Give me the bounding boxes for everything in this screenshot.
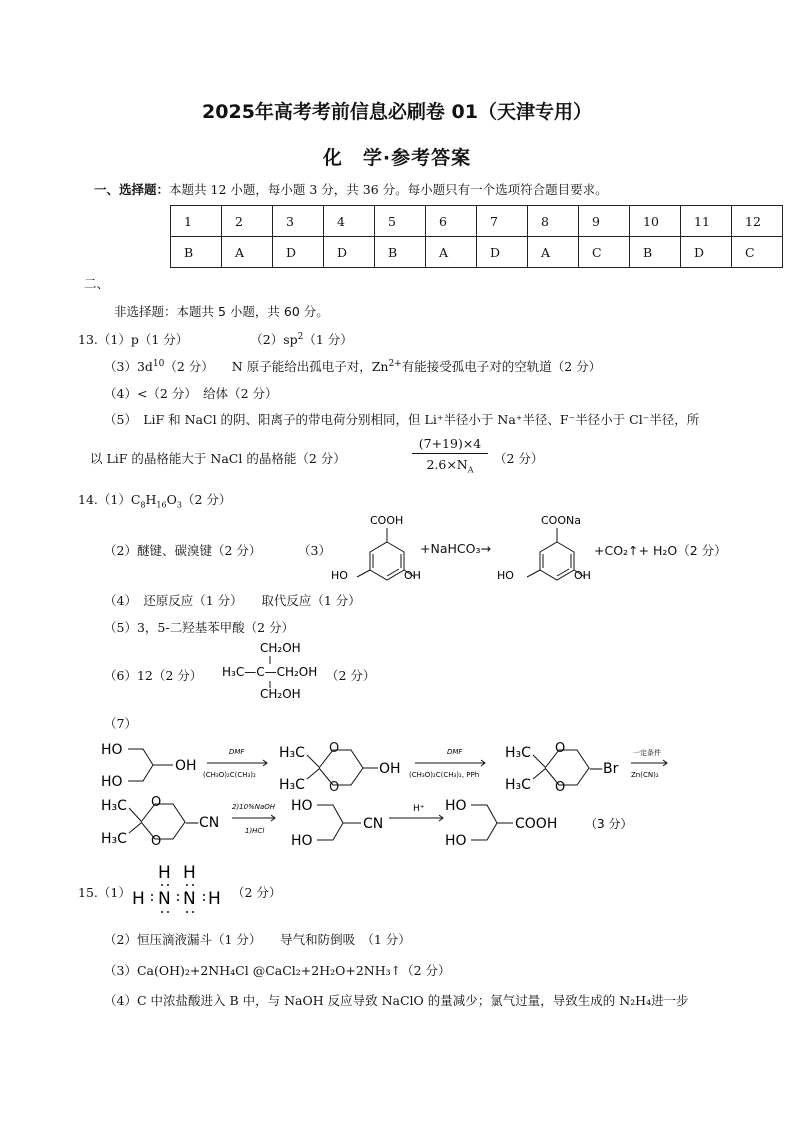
q14-line6: （6）12（2 分） [104,668,203,683]
fraction-numerator: (7+19)×4 [412,436,488,454]
condition-3-bottom: Zn(CN)₂ [631,771,659,779]
ring-oxygen: O [329,741,340,756]
answer-letter: C [732,237,783,268]
glycerol-ho-bottom: HO [101,774,123,790]
ch2oh-top: CH₂OH [260,641,301,655]
methyl-label: H₃C [505,777,531,793]
answer-letter: B [375,237,426,268]
carboxyl-group: COOH [515,816,558,832]
ring-oxygen: O [151,795,162,810]
h-atom: H [208,889,221,909]
sodium-benzoate-structure [495,512,605,587]
methyl-label: H₃C [279,745,305,761]
answer-number: 1 [171,206,222,237]
n-atom: N [158,889,171,909]
answer-letter: A [222,237,273,268]
answer-letter: B [630,237,681,268]
q15-line2: （2）恒压滴液漏斗（1 分） 导气和防倒吸 （1 分） [104,932,411,947]
condition-1-bottom: (CH₃O)₂C(CH₃)₂ [203,771,256,779]
answer-table [170,205,783,268]
page-title: 2025年高考考前信息必刷卷 01（天津专用） [202,101,592,123]
bromo-group: —Br [589,761,619,777]
ho-label: HO [497,569,514,582]
section1-header [94,180,608,198]
answer-table-answer-row [171,237,783,268]
methyl-label: H₃C [101,798,127,814]
page-subtitle: 化 学·参考答案 [322,147,472,169]
answer-number: 9 [579,206,630,237]
condition-2-bottom: (CH₃O)₂C(CH₃)₂, PPh [409,771,480,779]
answer-number: 3 [273,206,324,237]
answer-number: 5 [375,206,426,237]
oh-label: OH [574,569,591,582]
q13-fraction-score: （2 分） [494,451,544,466]
synthesis-route [95,735,735,855]
section1-text: 本题共 12 小题，每小题 3 分，共 36 分。每小题只有一个选项符合题目要求。 [169,182,608,197]
ring-oxygen: O [555,741,566,756]
condition-1-top: DMF [229,748,245,756]
acid-ho-bottom: HO [445,833,467,849]
condition-4-bottom: 1)HCl [245,827,265,835]
q14-number: 14. [78,492,98,507]
q15-line3: （3）Ca(OH)₂+2NH₄Cl @CaCl₂+2H₂O+2NH₃↑（2 分） [104,963,451,978]
ring-oxygen: O [151,834,162,849]
answer-letter: D [477,237,528,268]
q14-line7: （7） [104,716,137,731]
answer-letter: C [579,237,630,268]
q14-part3-label: （3） [298,543,331,558]
q15-number: 15. [78,885,98,900]
benzoic-acid-structure [325,512,425,587]
section2-text: 非选择题：本题共 5 小题，共 60 分。 [114,304,329,319]
q15-line1-score: （2 分） [232,885,282,900]
glycerol-ho-top: HO [101,742,123,758]
answer-number: 11 [681,206,732,237]
answer-number: 2 [222,206,273,237]
diol-ho-top: HO [291,798,313,814]
ring-oxygen: O [555,780,566,795]
section2-label: 二、 [84,276,110,291]
condition-2-top: DMF [447,748,463,756]
h-atom: H [158,863,171,883]
acid-ho-top: HO [445,798,467,814]
answer-number: 12 [732,206,783,237]
q14-line6-score: （2 分） [326,668,376,683]
ring-oxygen: O [329,780,340,795]
answer-letter: B [171,237,222,268]
fraction-denominator: $2.6\times N_A$ [426,457,474,475]
q13-fraction [412,436,488,475]
diol-ho-bottom: HO [291,833,313,849]
nitrile-cn: CN [363,816,384,832]
q13-line2: $(3)3d^{10}(2$ 分） N 原子能给出孤电子对，$Zn^{2+}$有能接受孤电子对的空轨道（2 分） [104,358,602,374]
condition-4-top: 2)10%NaOH [232,803,276,811]
condition-5: H⁺ [413,804,425,814]
answer-number: 8 [528,206,579,237]
answer-number: 6 [426,206,477,237]
methyl-label: H₃C [279,777,305,793]
methyl-label: H₃C [505,745,531,761]
q14-line5: （5）3，5-二羟基苯甲酸（2 分） [104,620,295,635]
oh-label: OH [404,569,421,582]
condition-3-top: 一定条件 [633,749,661,757]
q14-line1: $14.(1)C_8H_{16}O_3(2$ 分） [78,492,232,510]
answer-letter: D [681,237,732,268]
answer-letter: A [426,237,477,268]
answer-number: 10 [630,206,681,237]
route-score: （3 分） [585,817,633,831]
dioxane-oh: OH [379,761,401,777]
q13-number: 13. [78,332,98,347]
q13-line1: 13.（1）p（1 分） $(2)sp^2(1$ 分） [78,331,353,347]
section1-label: 一、选择题： [94,182,170,197]
q15-line4: （4）C 中浓盐酸进入 B 中，与 NaOH 反应导致 NaClO 的量减少；氯气过量，导致生成的 N₂H₄进一步 [104,993,689,1008]
answer-number: 4 [324,206,375,237]
coona-label: COONa [541,514,581,527]
q14-line4: （4） 还原反应（1 分） 取代反应（1 分） [104,593,361,608]
ho-label: HO [331,569,348,582]
q13-line4: （5） LiF 和 NaCl 的阴、阳离子的带电荷分别相同，但 Li⁺半径小于 Na⁺半径、F⁻半径小于 Cl⁻半径，所 [104,412,700,427]
q13-line3: （4）<（2 分） 给体（2 分） [104,386,278,401]
q14-line2: （2）醚键、碳溴键（2 分） [104,543,262,558]
answer-table-number-row [171,206,783,237]
quaternary-carbon-row: H₃C—C—CH₂OH [222,665,318,679]
n-atom: N [183,889,196,909]
h-atom: H [132,889,145,909]
hydrazine-electron-dot-structure [128,860,228,916]
answer-letter: A [528,237,579,268]
h-atom: H [183,863,196,883]
cyano-group: —CN [185,815,220,831]
cooh-label: COOH [370,514,404,527]
answer-letter: D [273,237,324,268]
q15-line1: 15.（1） [78,885,131,900]
methyl-label: H₃C [101,831,127,847]
reaction-products: +CO₂↑+ H₂O（2 分） [594,543,727,558]
reactant-nahco3: +NaHCO₃→ [420,541,491,556]
answer-number: 7 [477,206,528,237]
ch2oh-bottom: CH₂OH [260,687,301,701]
glycerol-oh: OH [175,758,197,774]
answer-letter: D [324,237,375,268]
q13-line5: 以 LiF 的晶格能大于 NaCl 的晶格能（2 分） [90,451,346,466]
